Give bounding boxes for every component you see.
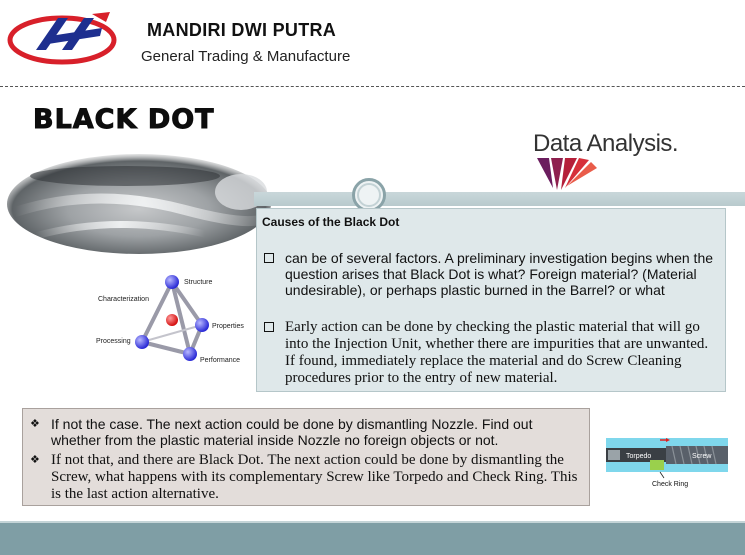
checkbox-bullet-icon bbox=[264, 253, 274, 263]
data-analysis-fan-icon bbox=[535, 158, 597, 194]
causes-item bbox=[264, 250, 719, 298]
header-divider bbox=[0, 86, 745, 87]
actions-item-text: If not that, and there are Black Dot. The next action could be done by dismantling the Screw, what happens with its complementary Screw like Torpedo and Check Ring. This is the last action alternative. bbox=[51, 452, 578, 502]
screw-torpedo-figure bbox=[606, 428, 728, 490]
actions-item-text: If not the case. The next action could be done by dismantling Nozzle. Find out whether from the plastic material inside Nozzle no foreign objects or not. bbox=[51, 416, 533, 448]
figure-label-screw: Screw bbox=[692, 453, 712, 460]
causes-item-text: can be of several factors. A preliminary investigation begins when the question arises that Black Dot is what? Foreign material? (Material undesirable), or perhaps plastic burned in the Barrel? or what bbox=[285, 250, 714, 298]
actions-item bbox=[30, 416, 585, 448]
actions-panel bbox=[22, 408, 590, 506]
diagram-label-structure: Structure bbox=[184, 279, 213, 286]
figure-label-torpedo: Torpedo bbox=[626, 453, 652, 460]
decorative-ring-inner bbox=[357, 183, 381, 207]
footer-bar bbox=[0, 523, 745, 555]
header bbox=[0, 0, 745, 86]
causes-item-text: Early action can be done by checking the plastic material that will go into the Injection Unit, whether there are impurities that are unwanted. If found, immediately replace the material and do Screw Cleaning procedures prior to the entry of new material. bbox=[285, 319, 709, 386]
materials-tetrahedron-diagram bbox=[92, 270, 252, 366]
diagram-label-characterization: Characterization bbox=[98, 296, 149, 303]
causes-panel bbox=[256, 208, 726, 392]
accent-band bbox=[254, 192, 745, 206]
diagram-label-properties: Properties bbox=[212, 323, 244, 330]
company-name: MANDIRI DWI PUTRA bbox=[147, 20, 337, 40]
diagram-label-performance: Performance bbox=[200, 357, 241, 364]
figure-label-check-ring: Check Ring bbox=[652, 481, 689, 488]
diamond-bullet-icon: ❖ bbox=[30, 418, 40, 430]
checkbox-bullet-icon bbox=[264, 322, 274, 332]
company-tagline: General Trading & Manufacture bbox=[141, 48, 351, 65]
diagram-label-processing: Processing bbox=[96, 338, 131, 345]
slide-title: BLACK DOT bbox=[33, 104, 215, 135]
data-analysis-label: Data Analysis. bbox=[533, 130, 679, 157]
actions-item bbox=[30, 452, 585, 503]
company-logo bbox=[6, 6, 126, 68]
causes-item bbox=[264, 319, 719, 387]
diamond-bullet-icon: ❖ bbox=[30, 454, 40, 466]
black-dot-photo bbox=[5, 152, 273, 270]
causes-title: Causes of the Black Dot bbox=[262, 215, 400, 229]
